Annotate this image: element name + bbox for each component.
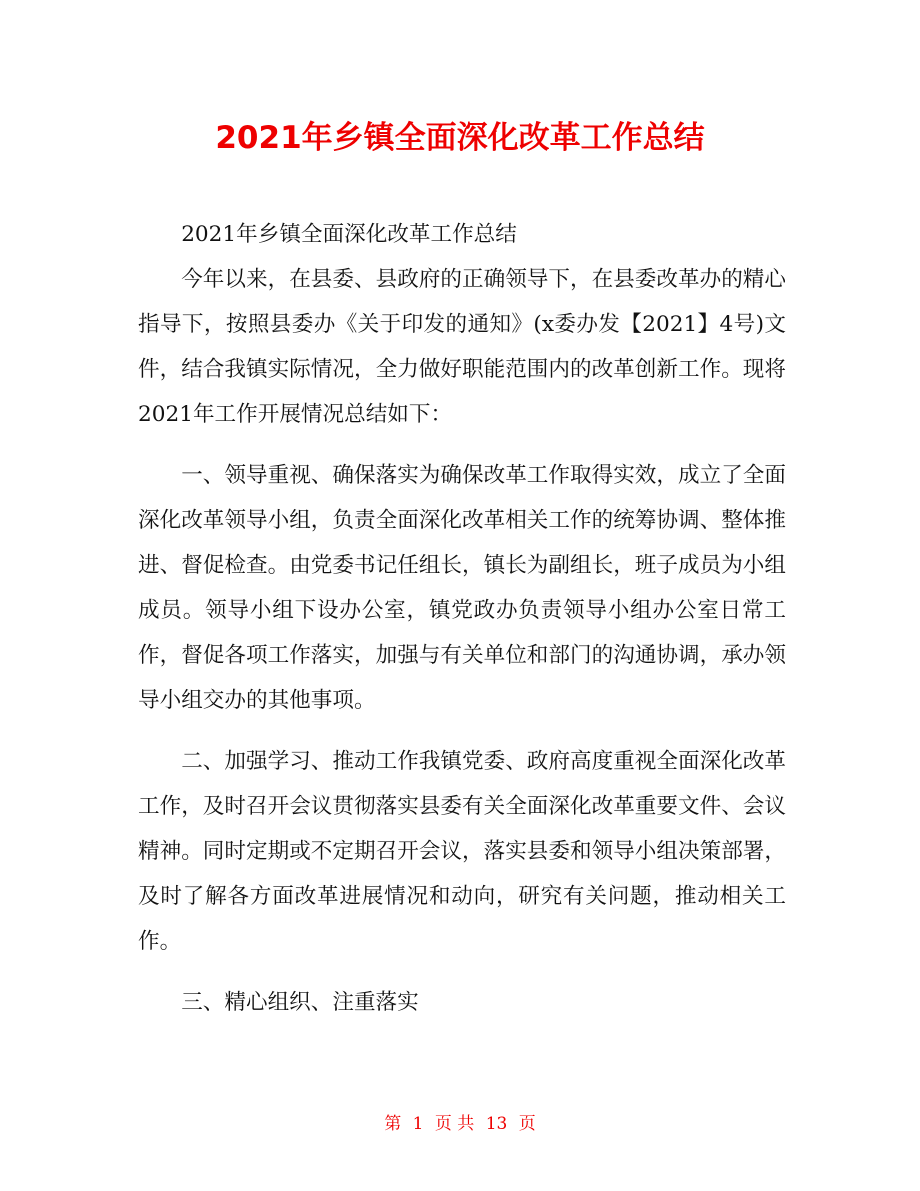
footer-prefix: 第 (384, 1114, 402, 1134)
footer-total-pages: 13 (485, 1114, 508, 1134)
document-body (138, 212, 786, 1025)
paragraph-intro: 今年以来，在县委、县政府的正确领导下，在县委改革办的精心指导下，按照县委办《关于印发的通知》(x委办发【2021】4号)文件，结合我镇实际情况，全力做好职能范围内的改革创新工作。现将2021年工作开展情况总结如下： (138, 267, 786, 427)
paragraph-section-3: 三、精心组织、注重落实 (181, 990, 419, 1015)
footer-middle: 页 共 (434, 1114, 475, 1134)
document-subtitle: 2021年乡镇全面深化改革工作总结 (181, 222, 517, 247)
paragraph-section-1: 一、领导重视、确保落实为确保改革工作取得实效，成立了全面深化改革领导小组，负责全面深化改革相关工作的统筹协调、整体推进、督促检查。由党委书记任组长，镇长为副组长，班子成员为小组成员。领导小组下设办公室，镇党政办负责领导小组办公室日常工作，督促各项工作落实，加强与有关单位和部门的沟通协调，承办领导小组交办的其他事项。 (138, 463, 786, 713)
page-footer (0, 1112, 920, 1136)
paragraph-section-2: 二、加强学习、推动工作我镇党委、政府高度重视全面深化改革工作，及时召开会议贯彻落实县委有关全面深化改革重要文件、会议精神。同时定期或不定期召开会议，落实县委和领导小组决策部署，及时了解各方面改革进展情况和动向，研究有关问题，推动相关工作。 (138, 749, 786, 954)
document-title: 2021年乡镇全面深化改革工作总结 (215, 120, 705, 156)
footer-page-number: 1 (412, 1114, 424, 1134)
footer-suffix: 页 (518, 1114, 536, 1134)
